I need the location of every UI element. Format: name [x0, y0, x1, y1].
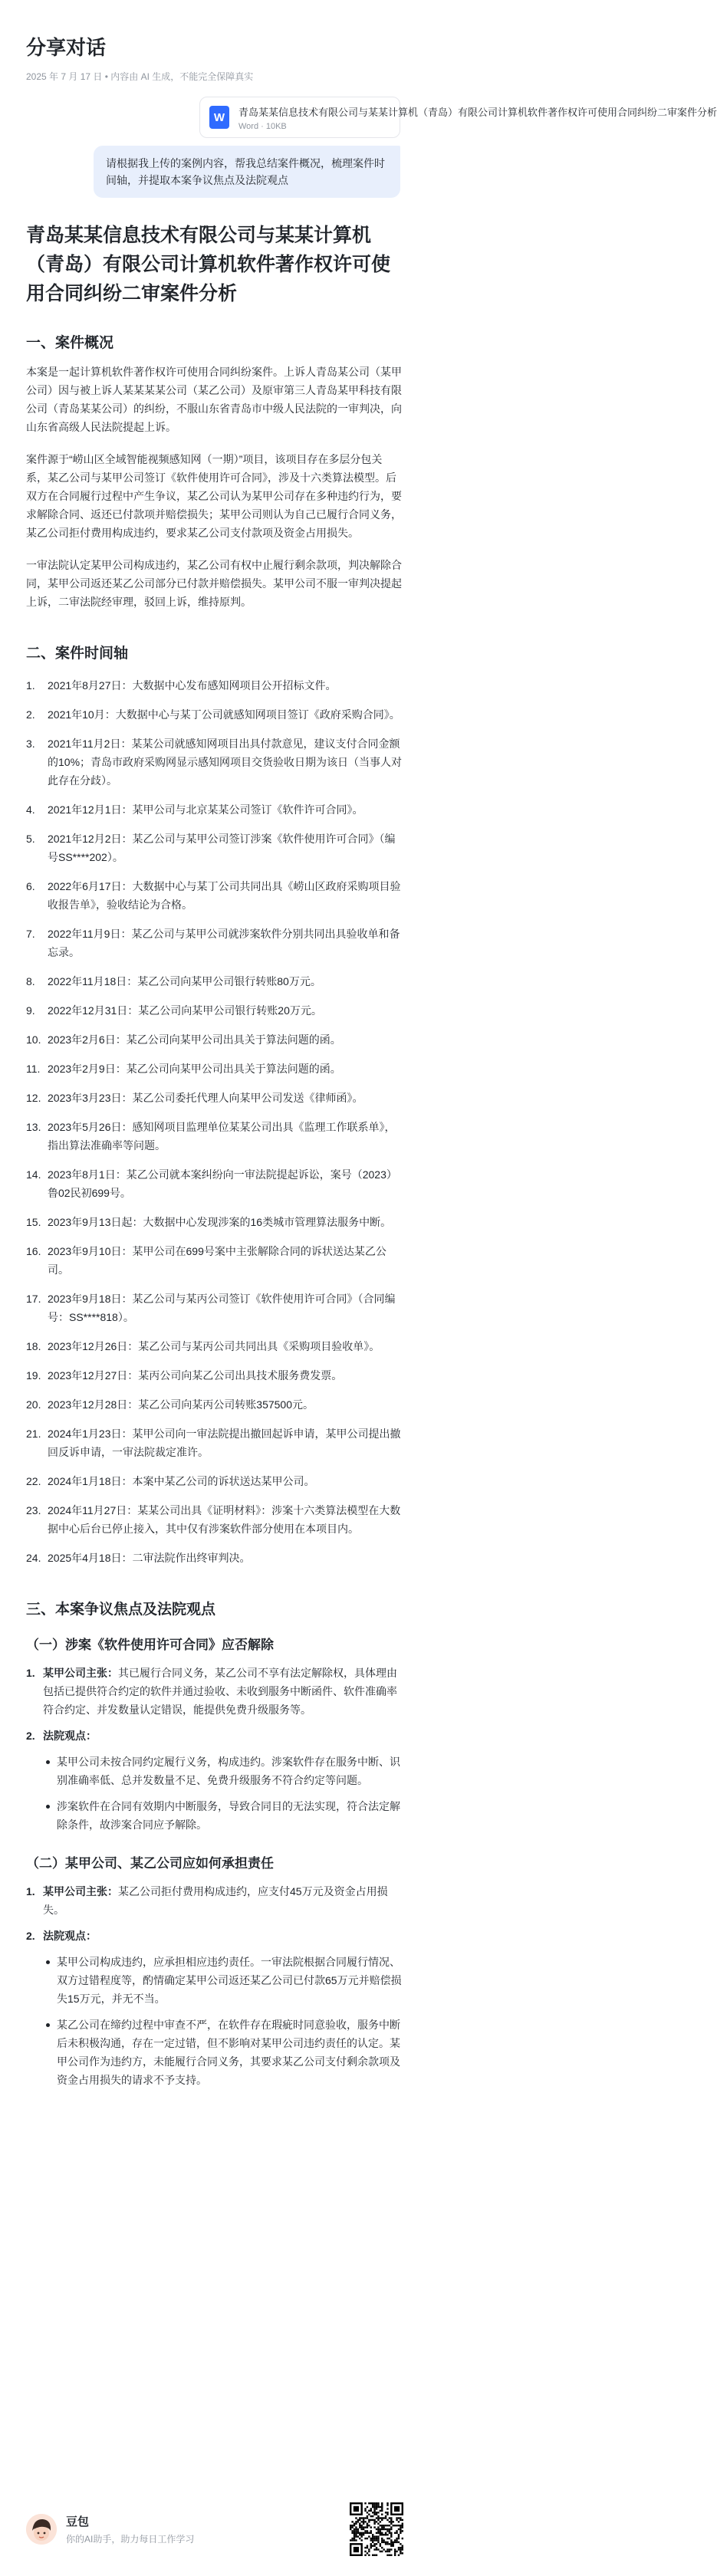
answer-title: 青岛某某信息技术有限公司与某某计算机（青岛）有限公司计算机软件著作权许可使用合同纠纷二审案件分析	[26, 225, 391, 304]
timeline-item	[26, 1118, 403, 1155]
timeline-item-text: 2021年10月：大数据中心与某丁公司就感知网项目签订《政府采购合同》。	[48, 708, 400, 721]
issue-2-court: 2. 法院观点：	[26, 1927, 403, 1945]
timeline-item-text: 2023年9月13日起：大数据中心发现涉案的16类城市管理算法服务中断。	[48, 1216, 392, 1228]
claim-text: 其已履行合同义务，某乙公司不享有法定解除权，具体理由包括已提供符合约定的软件并通过验收、未收到服务中断函件、软件准确率符合约定、并发数量认定错误，能提供免费升级服务等。	[43, 1667, 397, 1716]
timeline-item-text: 2023年12月28日：某乙公司向某丙公司转账357500元。	[48, 1398, 314, 1411]
timeline-item	[26, 1549, 403, 1567]
attachment-info	[238, 104, 717, 131]
timeline-item-number: 9.	[26, 1004, 35, 1017]
timeline-item	[26, 925, 403, 961]
overview-paragraph: 案件源于“崂山区全域智能视频感知网（一期）”项目，该项目存在多层分包关系，某乙公司与某甲公司签订《软件使用许可合同》，涉及十六类算法模型。后双方在合同履行过程中产生争议，某乙公司认为某甲公司存在多种违约行为，要求解除合同、返还已付款项并赔偿损失；某甲公司则认为自己已履行合同义务，某乙公司拒付费用构成违约，要求某乙公司支付款项及资金占用损失。	[26, 453, 402, 539]
overview-paragraph: 一审法院认定某甲公司构成违约，某乙公司有权中止履行剩余款项，判决解除合同，某甲公司返还某乙公司部分已付款并赔偿损失。某甲公司不服一审判决提起上诉，二审法院经审理，驳回上诉，维持原判。	[26, 559, 402, 608]
timeline-item	[26, 1290, 403, 1326]
doubao-avatar-icon	[26, 2514, 57, 2545]
timeline-item-number: 11.	[26, 1063, 41, 1075]
overview-heading: 一、案件概况	[26, 335, 114, 351]
timeline-item-text: 2021年12月1日：某甲公司与北京某某公司签订《软件许可合同》。	[48, 803, 363, 816]
timeline-item	[26, 1030, 403, 1049]
timeline-item-text: 2023年5月26日：感知网项目监理单位某某公司出具《监理工作联系单》，指出算法准确率等问题。	[48, 1121, 396, 1152]
timeline-item	[26, 1395, 403, 1414]
timeline-item-text: 2024年1月18日：本案中某乙公司的诉状送达某甲公司。	[48, 1475, 315, 1487]
timeline-item-text: 2025年4月18日：二审法院作出终审判决。	[48, 1552, 251, 1564]
brand-name: 豆包	[66, 2515, 90, 2528]
timeline-item-text: 2021年8月27日：大数据中心发布感知网项目公开招标文件。	[48, 679, 337, 692]
brand-slogan: 你的AI助手，助力每日工作学习	[66, 2534, 195, 2545]
timeline-item	[26, 676, 403, 695]
disputes-heading: 三、本案争议焦点及法院观点	[26, 1602, 216, 1618]
attachment-size: Word · 10KB	[238, 121, 287, 131]
share-header	[26, 0, 403, 83]
timeline-item-text: 2021年12月2日：某乙公司与某甲公司签订涉案《软件使用许可合同》（编号SS****202）。	[48, 833, 396, 863]
share-meta: 2025 年 7 月 17 日 • 内容由 AI 生成，不能完全保障真实	[26, 71, 254, 82]
timeline-item-number: 21.	[26, 1428, 41, 1440]
timeline-item-number: 7.	[26, 928, 35, 940]
issue-2-claim: 1. 某甲公司主张：某乙公司拒付费用构成违约，应支付45万元及资金占用损失。	[26, 1885, 388, 1916]
ai-answer	[26, 221, 403, 2089]
timeline-item-number: 20.	[26, 1398, 41, 1411]
court-label: 法院观点：	[43, 1730, 97, 1742]
share-footer	[0, 2482, 429, 2576]
timeline-item-number: 8.	[26, 975, 35, 987]
timeline-item-text: 2023年8月1日：某乙公司就本案纠纷向一审法院提起诉讼，案号（2023）鲁02民初699号。	[48, 1168, 397, 1199]
timeline-item	[26, 734, 403, 790]
timeline-item	[26, 972, 403, 991]
timeline-item-number: 2.	[26, 708, 35, 721]
court-point: 涉案软件在合同有效期内中断服务，导致合同目的无法实现，符合法定解除条件，故涉案合同应予解除。	[26, 1797, 403, 1834]
timeline-item-number: 19.	[26, 1369, 41, 1382]
timeline-item	[26, 800, 403, 819]
timeline-item-number: 23.	[26, 1504, 41, 1516]
timeline-item	[26, 1001, 403, 1020]
issue-1-court: 2. 法院观点：	[26, 1727, 403, 1745]
timeline-item	[26, 1337, 403, 1355]
timeline-item-text: 2023年12月27日：某丙公司向某乙公司出具技术服务费发票。	[48, 1369, 343, 1382]
timeline-item-number: 22.	[26, 1475, 41, 1487]
timeline-item-number: 3.	[26, 738, 35, 750]
timeline-item	[26, 1424, 403, 1461]
timeline-item-text: 2022年12月31日：某乙公司向某甲公司银行转账20万元。	[48, 1004, 322, 1017]
timeline-item	[26, 705, 403, 724]
timeline-item	[26, 1472, 403, 1490]
timeline-item-text: 2023年12月26日：某乙公司与某丙公司共同出具《采购项目验收单》。	[48, 1340, 380, 1352]
claim-label: 某甲公司主张：	[43, 1667, 118, 1679]
timeline-item-text: 2022年11月9日：某乙公司与某甲公司就涉案软件分别共同出具验收单和备忘录。	[48, 928, 400, 958]
timeline-item-number: 24.	[26, 1552, 41, 1564]
issue-1-claim: 1. 某甲公司主张：其已履行合同义务，某乙公司不享有法定解除权，具体理由包括已提供符合约定的软件并通过验收、未收到服务中断函件、软件准确率符合约定、并发数量认定错误，能提供免费升级服务等。	[26, 1667, 397, 1716]
timeline-item	[26, 1089, 403, 1107]
timeline-item-number: 18.	[26, 1340, 41, 1352]
timeline-item-number: 14.	[26, 1168, 41, 1181]
user-message: 请根据我上传的案例内容，帮我总结案件概况，梳理案件时间轴，并提取本案争议焦点及法院观点	[94, 146, 400, 198]
court-label: 法院观点：	[43, 1930, 97, 1942]
timeline-item-number: 16.	[26, 1245, 41, 1257]
issue-2-heading: （二）某甲公司、某乙公司应如何承担责任	[26, 1856, 274, 1871]
court-point: 某乙公司在缔约过程中审查不严，在软件存在瑕疵时同意验收，服务中断后未积极沟通，存在一定过错，但不影响对某甲公司违约责任的认定。某甲公司作为违约方，未能履行合同义务，其要求某乙公司支付剩余款项及资金占用损失的请求不予支持。	[26, 2016, 403, 2089]
attachment-card[interactable]	[199, 97, 717, 138]
timeline-item-text: 2021年11月2日：某某公司就感知网项目出具付款意见，建议支付合同金额的10%；青岛市政府采购网显示感知网项目交货验收日期为该日（当事人对此存在分歧）。	[48, 738, 403, 787]
timeline-item	[26, 877, 403, 914]
timeline-item-text: 2023年2月9日：某乙公司向某甲公司出具关于算法问题的函。	[48, 1063, 341, 1075]
timeline-item-text: 2022年6月17日：大数据中心与某丁公司共同出具《崂山区政府采购项目验收报告单》，验收结论为合格。	[48, 880, 401, 911]
attachment-name: 青岛某某信息技术有限公司与某某计算机（青岛）有限公司计算机软件著作权许可使用合同纠纷二审案件分析	[238, 106, 717, 118]
claim-label: 某甲公司主张：	[43, 1885, 118, 1898]
timeline-item	[26, 1165, 403, 1202]
timeline-item-number: 13.	[26, 1121, 41, 1133]
claim-text: 某乙公司拒付费用构成违约，应支付45万元及资金占用损失。	[43, 1885, 388, 1916]
timeline-list	[26, 676, 403, 1567]
timeline-item-text: 2023年2月6日：某乙公司向某甲公司出具关于算法问题的函。	[48, 1033, 341, 1046]
timeline-item-text: 2023年3月23日：某乙公司委托代理人向某甲公司发送《律师函》。	[48, 1092, 363, 1104]
timeline-item-number: 5.	[26, 833, 35, 845]
timeline-heading: 二、案件时间轴	[26, 646, 129, 662]
timeline-item-text: 2023年9月10日：某甲公司在699号案中主张解除合同的诉状送达某乙公司。	[48, 1245, 386, 1276]
timeline-item	[26, 1213, 403, 1231]
timeline-item-text: 2024年11月27日：某某公司出具《证明材料》：涉案十六类算法模型在大数据中心后台已停止接入，其中仅有涉案软件部分使用在本项目内。	[48, 1504, 401, 1535]
overview-paragraph: 本案是一起计算机软件著作权许可使用合同纠纷案件。上诉人青岛某公司（某甲公司）因与被上诉人某某某某公司（某乙公司）及原审第三人青岛某甲科技有限公司（青岛某某公司）的纠纷，不服山东省青岛市中级人民法院的一审判决，向山东省高级人民法院提起上诉。	[26, 366, 402, 433]
timeline-item-number: 6.	[26, 880, 35, 892]
timeline-item	[26, 1242, 403, 1279]
timeline-item	[26, 830, 403, 866]
timeline-item	[26, 1501, 403, 1538]
timeline-item-number: 12.	[26, 1092, 41, 1104]
timeline-item-number: 10.	[26, 1033, 41, 1046]
timeline-item-number: 15.	[26, 1216, 41, 1228]
timeline-item-text: 2023年9月18日：某乙公司与某丙公司签订《软件使用许可合同》（合同编号：SS****818）。	[48, 1293, 396, 1323]
issue-1-heading: （一）涉案《软件使用许可合同》应否解除	[26, 1638, 274, 1652]
word-doc-icon: W	[209, 106, 229, 129]
court-point: 某甲公司构成违约，应承担相应违约责任。一审法院根据合同履行情况、双方过错程度等，酌情确定某甲公司返还某乙公司已付款65万元并赔偿损失15万元，并无不当。	[26, 1953, 403, 2008]
timeline-item-number: 1.	[26, 679, 35, 692]
brand[interactable]	[26, 2513, 194, 2545]
share-title: 分享对话	[26, 36, 107, 59]
timeline-item	[26, 1366, 403, 1385]
issue-1-court-points	[26, 1753, 403, 1834]
timeline-item	[26, 1060, 403, 1078]
timeline-item-number: 17.	[26, 1293, 41, 1305]
qr-code-icon	[350, 2502, 403, 2556]
timeline-item-text: 2024年1月23日：某甲公司向一审法院提出撤回起诉申请，某甲公司提出撤回反诉申请，一审法院裁定准许。	[48, 1428, 401, 1458]
court-point: 某甲公司未按合同约定履行义务，构成违约。涉案软件存在服务中断、识别准确率低、总并发数量不足、免费升级服务不符合约定等问题。	[26, 1753, 403, 1789]
timeline-item-text: 2022年11月18日：某乙公司向某甲公司银行转账80万元。	[48, 975, 321, 987]
timeline-item-number: 4.	[26, 803, 35, 816]
issue-2-court-points	[26, 1953, 403, 2089]
